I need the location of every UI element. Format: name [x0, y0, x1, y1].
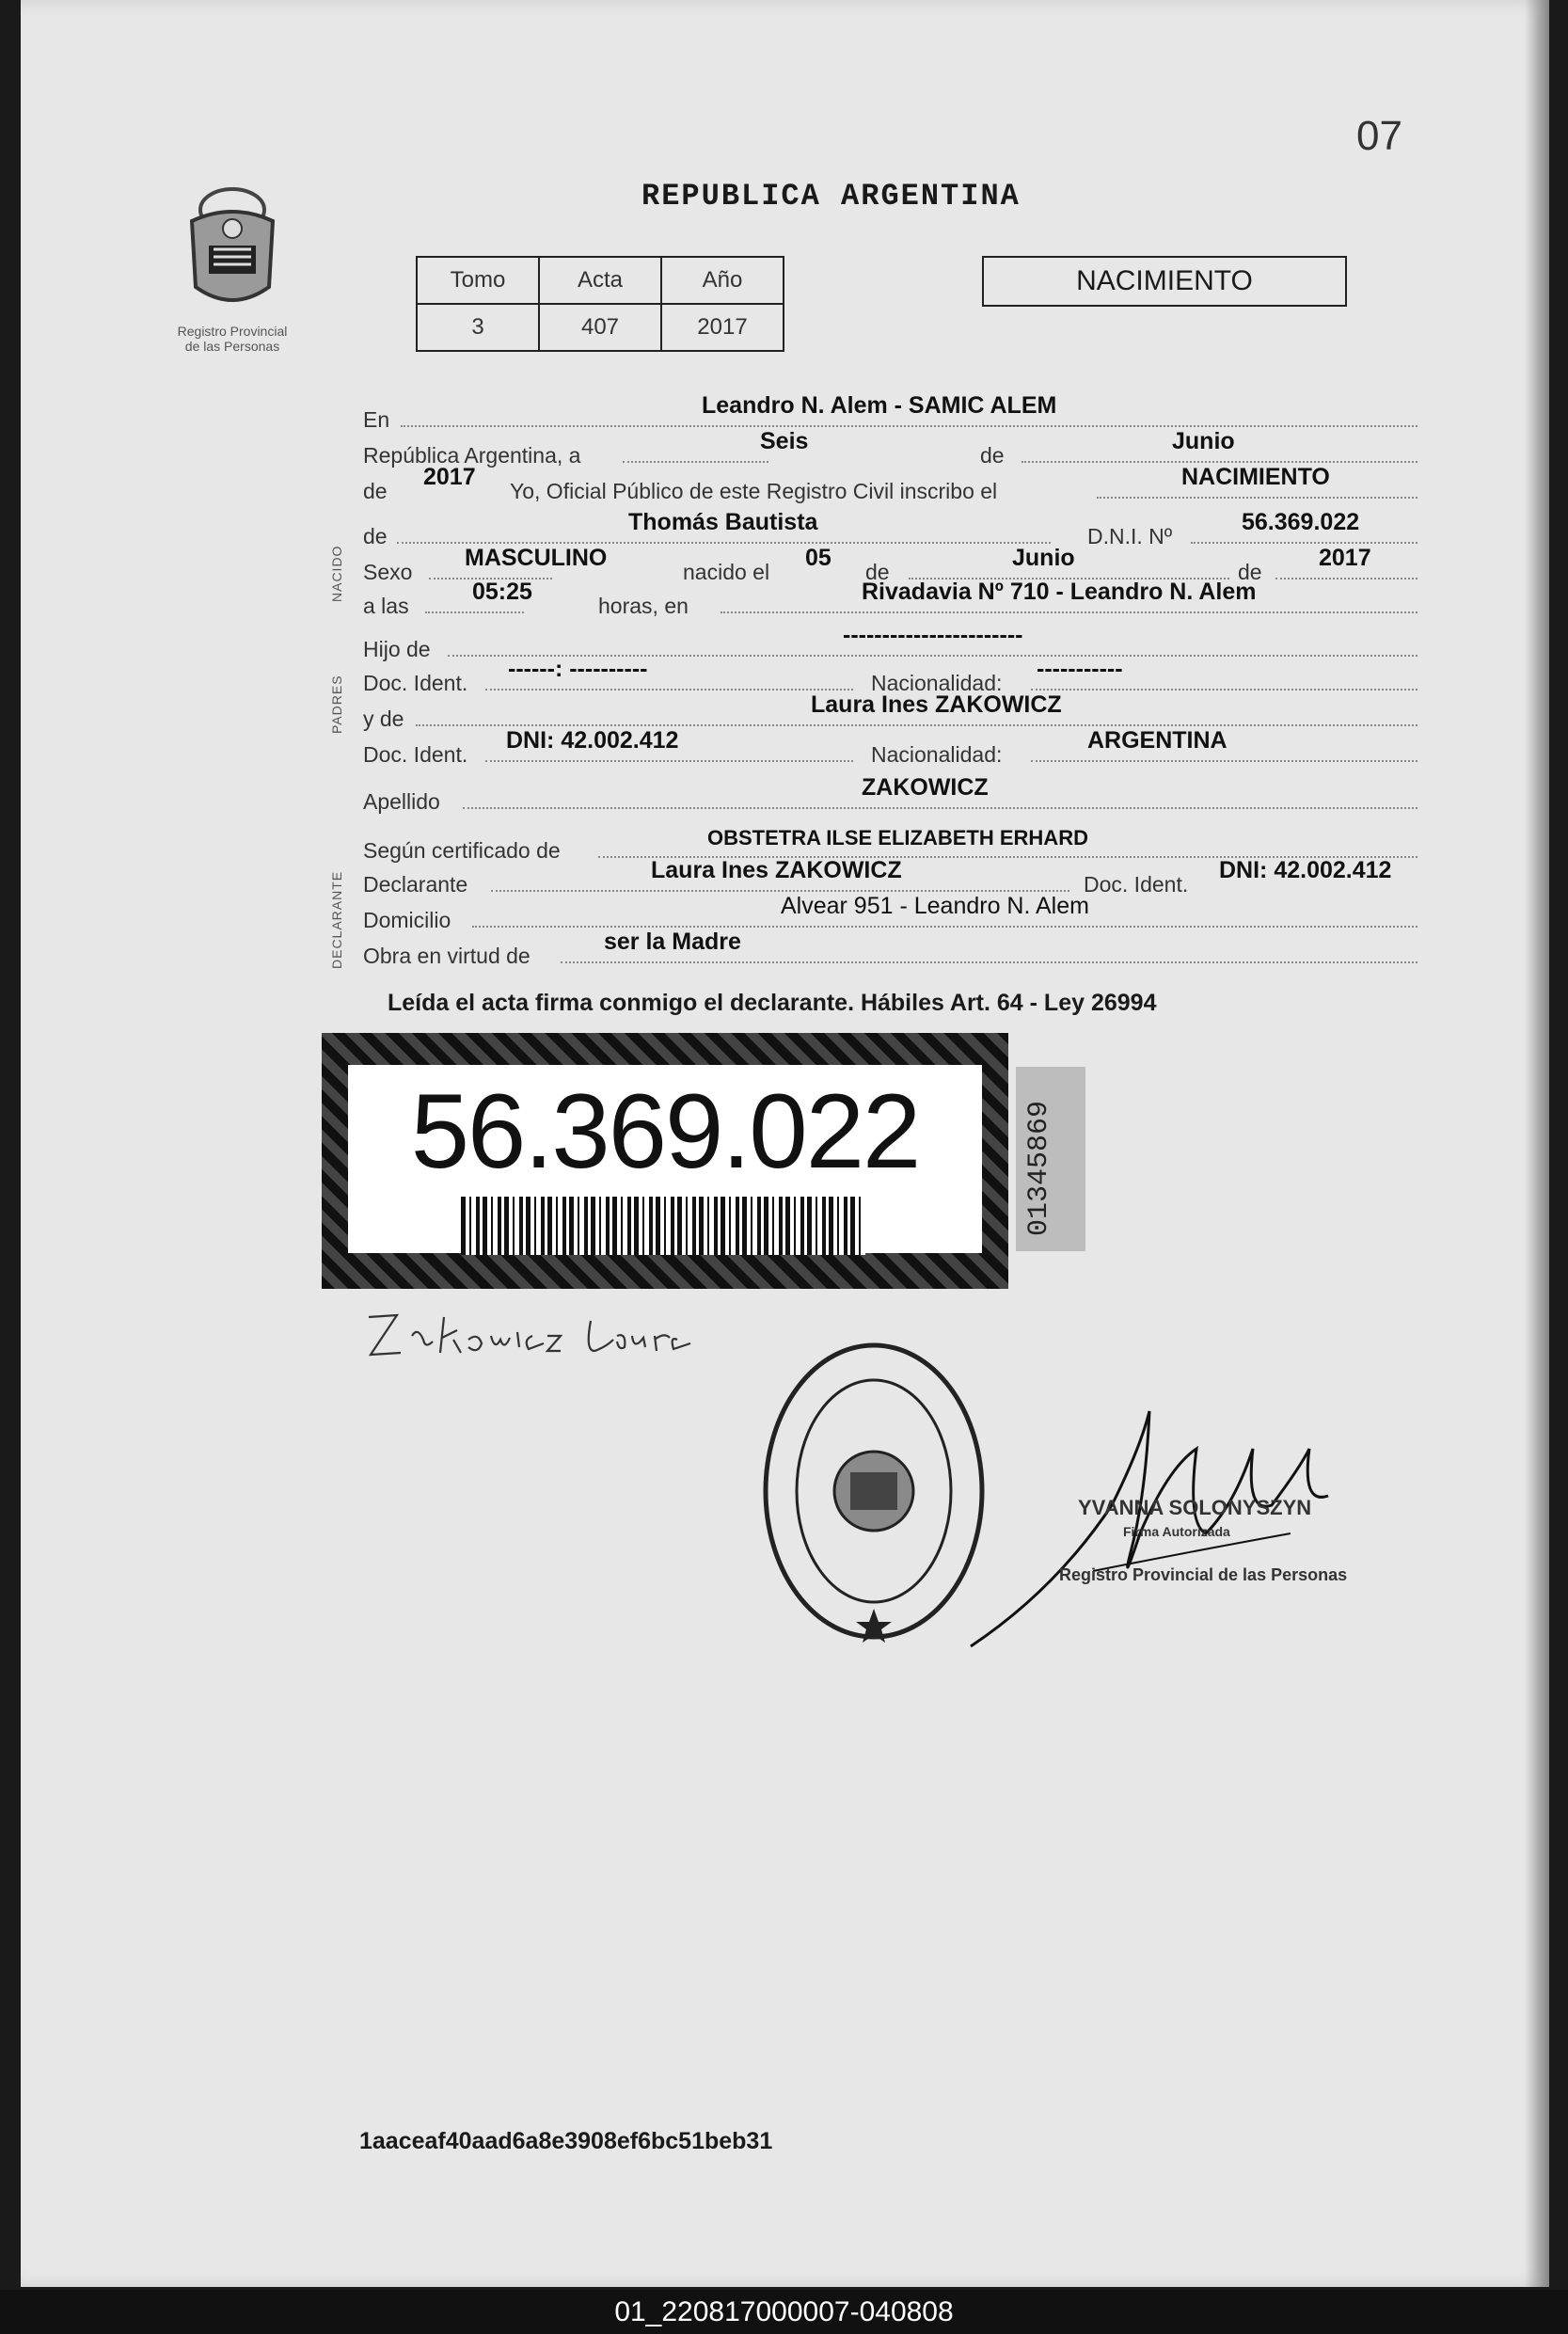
closing-statement: Leída el acta firma conmigo el declarante. Hábiles Art. 64 - Ley 26994 — [388, 990, 1157, 1016]
doc1-label: Doc. Ident. — [363, 671, 468, 695]
dia-value: Seis — [760, 428, 809, 454]
book-header-tomo: Tomo — [417, 257, 539, 304]
page-edge-shadow — [1525, 0, 1549, 2287]
book-header-acta: Acta — [539, 257, 661, 304]
serial-box — [1016, 1067, 1085, 1251]
crest-caption: Registro Provincial de las Personas — [177, 324, 288, 354]
obra-value: ser la Madre — [604, 929, 741, 955]
domicilio-value: Alvear 951 - Leandro N. Alem — [781, 893, 1089, 919]
dni-value: 56.369.022 — [1242, 509, 1360, 535]
nac2-label: Nacionalidad: — [871, 742, 1003, 767]
section-declarante: DECLARANTE — [329, 870, 344, 969]
section-nacido: NACIDO — [329, 545, 344, 602]
horas-label: horas, en — [598, 594, 689, 618]
republica-label: República Argentina, a — [363, 443, 581, 468]
footer-id: 01_220817000007-040808 — [0, 2290, 1568, 2334]
cert-label: Según certificado de — [363, 838, 561, 863]
en-value: Leandro N. Alem - SAMIC ALEM — [702, 392, 1057, 419]
book-value-anio: 2017 — [661, 304, 784, 351]
row-doc2 — [363, 727, 1418, 768]
row-declarante — [363, 857, 1418, 897]
madre-value: Laura Ines ZAKOWICZ — [811, 691, 1062, 718]
book-table — [416, 256, 784, 352]
book-value-tomo: 3 — [417, 304, 539, 351]
dni-sticker-label — [348, 1065, 982, 1253]
row-obra — [363, 931, 1418, 969]
mes-value: Junio — [1172, 428, 1235, 454]
document-sheet — [21, 0, 1549, 2287]
nacido-label: nacido el — [683, 560, 770, 584]
row-oficial — [363, 464, 1418, 504]
doc1-value: ------: ---------- — [508, 656, 648, 682]
row-doc1 — [363, 656, 1418, 696]
hijo-value: ----------------------- — [843, 622, 1023, 648]
lugar-value: Rivadavia Nº 710 - Leandro N. Alem — [862, 579, 1257, 605]
nac-anio: 2017 — [1319, 545, 1371, 571]
barcode-icon — [461, 1197, 865, 1255]
apellido-value: ZAKOWICZ — [862, 774, 989, 801]
book-header-anio: Año — [661, 257, 784, 304]
de5-label: de — [1238, 560, 1262, 584]
yde-label: y de — [363, 707, 404, 731]
provincial-crest-icon — [171, 183, 293, 315]
doc3-value: DNI: 42.002.412 — [1219, 857, 1392, 883]
obra-label: Obra en virtud de — [363, 944, 531, 968]
nac1-value: ----------- — [1037, 656, 1123, 682]
de-label: de — [980, 443, 1005, 468]
row-en — [363, 392, 1418, 433]
nac2-value: ARGENTINA — [1087, 727, 1227, 754]
declarant-signature — [359, 1298, 698, 1373]
official-dept: Registro Provincial de las Personas — [1059, 1565, 1348, 1584]
nac1-label: Nacionalidad: — [871, 671, 1003, 695]
row-fecha — [363, 428, 1418, 468]
official-name: YVANNA SOLONYSZYN — [1078, 1496, 1312, 1519]
record-type-box: NACIMIENTO — [982, 256, 1347, 307]
alas-label: a las — [363, 594, 409, 618]
official-role: Firma Autorizada — [1123, 1524, 1230, 1539]
document-hash: 1aaceaf40aad6a8e3908ef6bc51beb31 — [359, 2128, 773, 2154]
dni-label: D.N.I. Nº — [1087, 524, 1173, 548]
hora-value: 05:25 — [472, 579, 532, 605]
dni-sticker — [322, 1033, 1008, 1289]
cert-value: OBSTETRA ILSE ELIZABETH ERHARD — [707, 826, 1088, 849]
row-hora — [363, 581, 1418, 619]
nombre-value: Thomás Bautista — [628, 509, 818, 535]
sexo-value: MASCULINO — [465, 545, 608, 571]
doc3-label: Doc. Ident. — [1084, 872, 1189, 897]
hijo-label: Hijo de — [363, 637, 431, 661]
oficial-text: Yo, Oficial Público de este Registro Civil inscribo el — [510, 479, 998, 503]
en-label: En — [363, 407, 390, 432]
nac-dia: 05 — [805, 545, 832, 571]
doc2-label: Doc. Ident. — [363, 742, 468, 767]
tipo-value: NACIMIENTO — [1181, 464, 1330, 490]
page-number: 07 — [1356, 113, 1402, 159]
de3-label: de — [363, 524, 388, 548]
declarante-label: Declarante — [363, 872, 468, 897]
row-apellido — [363, 774, 1418, 815]
row-domicilio — [363, 893, 1418, 933]
row-nombre — [363, 509, 1418, 549]
country-title: REPUBLICA ARGENTINA — [641, 179, 1021, 214]
de4-label: de — [865, 560, 890, 584]
book-value-acta: 407 — [539, 304, 661, 351]
row-madre — [363, 691, 1418, 732]
nac-mes: Junio — [1012, 545, 1075, 571]
declarante-value: Laura Ines ZAKOWICZ — [651, 857, 902, 883]
dni-sticker-number: 56.369.022 — [410, 1072, 920, 1190]
de2-label: de — [363, 479, 388, 503]
doc2-value: DNI: 42.002.412 — [506, 727, 679, 754]
anio-value: 2017 — [423, 464, 476, 490]
apellido-label: Apellido — [363, 789, 440, 814]
domicilio-label: Domicilio — [363, 908, 451, 932]
serial-number: 01345869 — [1023, 1100, 1055, 1236]
sexo-label: Sexo — [363, 560, 413, 584]
crest-block — [152, 183, 312, 354]
section-padres: PADRES — [329, 675, 344, 734]
